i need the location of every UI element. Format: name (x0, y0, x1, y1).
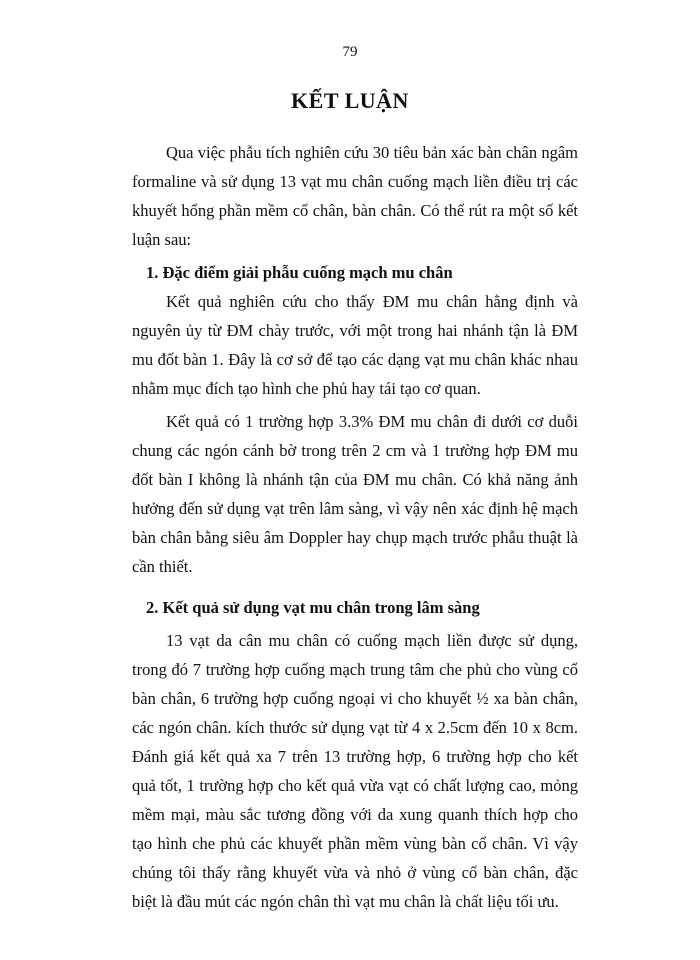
section-2-heading: 2. Kết quả sử dụng vạt mu chân trong lâm sàng (146, 598, 480, 617)
section-1-paragraph: Kết quả nghiên cứu cho thấy ĐM mu chân hằng định và nguyên ủy từ ĐM chày trước, với một trong hai nhánh tận là ĐM mu đốt bàn 1. Đây là cơ sở để tạo các dạng vạt mu chân khác nhau nhằm mục đích tạo hình che phủ hay tái tạo cơ quan. (132, 292, 578, 398)
section-1-heading: 1. Đặc điểm giải phẫu cuống mạch mu chân (146, 263, 453, 282)
intro-paragraph: Qua việc phẫu tích nghiên cứu 30 tiêu bản xác bàn chân ngâm formaline và sử dụng 13 vạt mu chân cuống mạch liền điều trị các khuyết hổng phần mềm cổ chân, bàn chân. Có thể rút ra một số kết luận sau: (132, 143, 578, 249)
section-1-paragraph: Kết quả có 1 trường hợp 3.3% ĐM mu chân đi dưới cơ duỗi chung các ngón cánh bờ trong trên 2 cm và 1 trường hợp ĐM mu đốt bàn I không là nhánh tận của ĐM mu chân. Có khả năng ảnh hưởng đến sử dụng vạt trên lâm sàng, vì vậy nên xác định hệ mạch bàn chân bằng siêu âm Doppler hay chụp mạch trước phẫu thuật là cần thiết. (132, 412, 578, 576)
page-title: KẾT LUẬN (291, 88, 409, 113)
document-body (132, 138, 578, 916)
section-2-paragraph: 13 vạt da cân mu chân có cuống mạch liền được sử dụng, trong đó 7 trường hợp cuống mạch trung tâm che phủ cho vùng cổ bàn chân, 6 trường hợp cuống ngoại vi cho khuyết ½ xa bàn chân, các ngón chân. kích thước sử dụng vạt từ 4 x 2.5cm đến 10 x 8cm. Đánh giá kết quả xa 7 trên 13 trường hợp, 6 trường hợp cho kết quả tốt, 1 trường hợp cho kết quả vừa vạt có chất lượng cao, mỏng mềm mại, màu sắc tương đồng với da xung quanh thích hợp cho tạo hình che phủ các khuyết phần mềm vùng bàn cổ chân. Vì vậy chúng tôi thấy rằng khuyết vừa và nhỏ ở vùng cổ bàn chân, đặc biệt là đầu mút các ngón chân thì vạt mu chân là chất liệu tối ưu. (132, 631, 578, 911)
page-number: 79 (342, 44, 358, 60)
